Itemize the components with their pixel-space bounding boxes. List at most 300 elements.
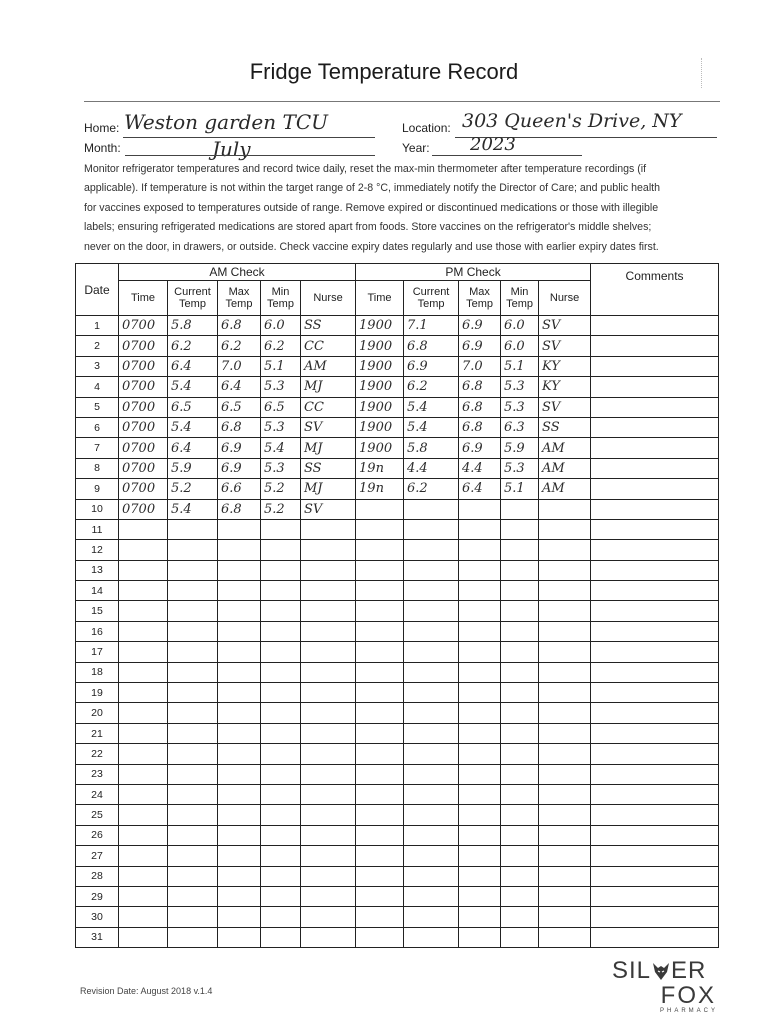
- pm-min-temp-cell[interactable]: [501, 621, 539, 641]
- am-time-cell[interactable]: [119, 723, 168, 743]
- pm-min-temp-cell[interactable]: 5.1: [501, 479, 539, 499]
- pm-current-temp-cell[interactable]: [404, 519, 459, 539]
- pm-min-temp-cell[interactable]: [501, 540, 539, 560]
- am-min-temp-cell[interactable]: [261, 683, 301, 703]
- pm-nurse-cell[interactable]: [539, 581, 591, 601]
- am-max-temp-cell[interactable]: 6.6: [218, 479, 261, 499]
- pm-max-temp-cell[interactable]: 6.4: [459, 479, 501, 499]
- am-max-temp-cell[interactable]: [218, 764, 261, 784]
- am-min-temp-cell[interactable]: [261, 642, 301, 662]
- pm-nurse-cell[interactable]: [539, 846, 591, 866]
- am-min-temp-cell[interactable]: [261, 540, 301, 560]
- pm-time-cell[interactable]: [356, 886, 404, 906]
- am-nurse-cell[interactable]: [301, 581, 356, 601]
- am-nurse-cell[interactable]: SV: [301, 499, 356, 519]
- pm-max-temp-cell[interactable]: [459, 744, 501, 764]
- comments-cell[interactable]: [591, 662, 719, 682]
- am-time-cell[interactable]: [119, 662, 168, 682]
- pm-nurse-cell[interactable]: [539, 805, 591, 825]
- comments-cell[interactable]: [591, 764, 719, 784]
- am-nurse-cell[interactable]: AM: [301, 356, 356, 376]
- pm-time-cell[interactable]: [356, 662, 404, 682]
- pm-max-temp-cell[interactable]: [459, 927, 501, 947]
- pm-max-temp-cell[interactable]: [459, 621, 501, 641]
- am-current-temp-cell[interactable]: 5.2: [168, 479, 218, 499]
- pm-max-temp-cell[interactable]: [459, 723, 501, 743]
- am-max-temp-cell[interactable]: [218, 825, 261, 845]
- pm-current-temp-cell[interactable]: [404, 703, 459, 723]
- pm-max-temp-cell[interactable]: [459, 846, 501, 866]
- am-min-temp-cell[interactable]: [261, 601, 301, 621]
- am-min-temp-cell[interactable]: [261, 703, 301, 723]
- pm-max-temp-cell[interactable]: [459, 825, 501, 845]
- pm-max-temp-cell[interactable]: 6.8: [459, 377, 501, 397]
- am-current-temp-cell[interactable]: [168, 825, 218, 845]
- pm-max-temp-cell[interactable]: [459, 683, 501, 703]
- pm-nurse-cell[interactable]: [539, 499, 591, 519]
- pm-current-temp-cell[interactable]: [404, 601, 459, 621]
- comments-cell[interactable]: [591, 458, 719, 478]
- am-current-temp-cell[interactable]: 6.4: [168, 356, 218, 376]
- pm-max-temp-cell[interactable]: [459, 601, 501, 621]
- am-time-cell[interactable]: [119, 846, 168, 866]
- am-nurse-cell[interactable]: [301, 764, 356, 784]
- am-nurse-cell[interactable]: [301, 723, 356, 743]
- am-time-cell[interactable]: [119, 764, 168, 784]
- pm-max-temp-cell[interactable]: [459, 519, 501, 539]
- comments-cell[interactable]: [591, 723, 719, 743]
- pm-current-temp-cell[interactable]: [404, 784, 459, 804]
- comments-cell[interactable]: [591, 621, 719, 641]
- am-max-temp-cell[interactable]: 6.5: [218, 397, 261, 417]
- pm-min-temp-cell[interactable]: 6.0: [501, 316, 539, 336]
- pm-time-cell[interactable]: 1900: [356, 316, 404, 336]
- am-current-temp-cell[interactable]: [168, 866, 218, 886]
- pm-current-temp-cell[interactable]: [404, 744, 459, 764]
- pm-time-cell[interactable]: [356, 784, 404, 804]
- comments-cell[interactable]: [591, 683, 719, 703]
- comments-cell[interactable]: [591, 377, 719, 397]
- comments-cell[interactable]: [591, 336, 719, 356]
- am-time-cell[interactable]: [119, 601, 168, 621]
- am-min-temp-cell[interactable]: 5.3: [261, 417, 301, 437]
- am-time-cell[interactable]: 0700: [119, 499, 168, 519]
- pm-min-temp-cell[interactable]: 5.1: [501, 356, 539, 376]
- am-time-cell[interactable]: [119, 703, 168, 723]
- am-max-temp-cell[interactable]: [218, 907, 261, 927]
- pm-current-temp-cell[interactable]: [404, 886, 459, 906]
- pm-time-cell[interactable]: [356, 846, 404, 866]
- pm-nurse-cell[interactable]: [539, 601, 591, 621]
- pm-nurse-cell[interactable]: SS: [539, 417, 591, 437]
- pm-nurse-cell[interactable]: [539, 560, 591, 580]
- am-max-temp-cell[interactable]: [218, 784, 261, 804]
- am-nurse-cell[interactable]: [301, 927, 356, 947]
- pm-time-cell[interactable]: [356, 805, 404, 825]
- pm-time-cell[interactable]: 19n: [356, 479, 404, 499]
- pm-min-temp-cell[interactable]: [501, 499, 539, 519]
- am-max-temp-cell[interactable]: [218, 519, 261, 539]
- am-min-temp-cell[interactable]: [261, 805, 301, 825]
- pm-current-temp-cell[interactable]: 5.4: [404, 397, 459, 417]
- pm-max-temp-cell[interactable]: 6.8: [459, 417, 501, 437]
- pm-time-cell[interactable]: [356, 642, 404, 662]
- am-current-temp-cell[interactable]: 5.4: [168, 417, 218, 437]
- am-current-temp-cell[interactable]: [168, 683, 218, 703]
- pm-time-cell[interactable]: [356, 703, 404, 723]
- pm-max-temp-cell[interactable]: 6.9: [459, 316, 501, 336]
- am-max-temp-cell[interactable]: [218, 866, 261, 886]
- am-current-temp-cell[interactable]: [168, 784, 218, 804]
- pm-time-cell[interactable]: 1900: [356, 336, 404, 356]
- pm-time-cell[interactable]: [356, 601, 404, 621]
- pm-max-temp-cell[interactable]: [459, 499, 501, 519]
- pm-current-temp-cell[interactable]: [404, 662, 459, 682]
- am-max-temp-cell[interactable]: [218, 560, 261, 580]
- am-current-temp-cell[interactable]: [168, 927, 218, 947]
- pm-time-cell[interactable]: [356, 499, 404, 519]
- pm-current-temp-cell[interactable]: [404, 805, 459, 825]
- am-nurse-cell[interactable]: [301, 601, 356, 621]
- am-time-cell[interactable]: [119, 621, 168, 641]
- am-min-temp-cell[interactable]: [261, 764, 301, 784]
- pm-min-temp-cell[interactable]: [501, 825, 539, 845]
- am-max-temp-cell[interactable]: [218, 744, 261, 764]
- am-min-temp-cell[interactable]: [261, 519, 301, 539]
- am-nurse-cell[interactable]: [301, 540, 356, 560]
- pm-nurse-cell[interactable]: [539, 662, 591, 682]
- am-nurse-cell[interactable]: [301, 703, 356, 723]
- pm-min-temp-cell[interactable]: 6.3: [501, 417, 539, 437]
- pm-time-cell[interactable]: 1900: [356, 397, 404, 417]
- am-current-temp-cell[interactable]: 6.5: [168, 397, 218, 417]
- am-min-temp-cell[interactable]: [261, 907, 301, 927]
- am-nurse-cell[interactable]: [301, 805, 356, 825]
- am-time-cell[interactable]: [119, 825, 168, 845]
- am-current-temp-cell[interactable]: 5.9: [168, 458, 218, 478]
- am-min-temp-cell[interactable]: [261, 927, 301, 947]
- am-time-cell[interactable]: [119, 907, 168, 927]
- pm-max-temp-cell[interactable]: 6.9: [459, 438, 501, 458]
- pm-min-temp-cell[interactable]: [501, 907, 539, 927]
- pm-time-cell[interactable]: [356, 825, 404, 845]
- pm-max-temp-cell[interactable]: 4.4: [459, 458, 501, 478]
- am-time-cell[interactable]: [119, 866, 168, 886]
- pm-current-temp-cell[interactable]: [404, 683, 459, 703]
- am-time-cell[interactable]: 0700: [119, 438, 168, 458]
- am-max-temp-cell[interactable]: [218, 601, 261, 621]
- am-nurse-cell[interactable]: SS: [301, 316, 356, 336]
- pm-max-temp-cell[interactable]: [459, 703, 501, 723]
- am-current-temp-cell[interactable]: 5.4: [168, 377, 218, 397]
- am-min-temp-cell[interactable]: [261, 560, 301, 580]
- am-nurse-cell[interactable]: [301, 784, 356, 804]
- am-max-temp-cell[interactable]: [218, 540, 261, 560]
- am-max-temp-cell[interactable]: [218, 581, 261, 601]
- pm-max-temp-cell[interactable]: 6.9: [459, 336, 501, 356]
- am-max-temp-cell[interactable]: 6.4: [218, 377, 261, 397]
- pm-min-temp-cell[interactable]: [501, 723, 539, 743]
- pm-current-temp-cell[interactable]: 6.9: [404, 356, 459, 376]
- am-nurse-cell[interactable]: [301, 866, 356, 886]
- pm-current-temp-cell[interactable]: [404, 642, 459, 662]
- pm-min-temp-cell[interactable]: [501, 642, 539, 662]
- am-nurse-cell[interactable]: SS: [301, 458, 356, 478]
- pm-min-temp-cell[interactable]: 5.3: [501, 397, 539, 417]
- am-min-temp-cell[interactable]: 6.5: [261, 397, 301, 417]
- am-max-temp-cell[interactable]: 6.8: [218, 316, 261, 336]
- am-time-cell[interactable]: 0700: [119, 316, 168, 336]
- pm-current-temp-cell[interactable]: [404, 540, 459, 560]
- pm-max-temp-cell[interactable]: [459, 784, 501, 804]
- pm-time-cell[interactable]: [356, 907, 404, 927]
- pm-nurse-cell[interactable]: [539, 683, 591, 703]
- pm-nurse-cell[interactable]: [539, 866, 591, 886]
- pm-time-cell[interactable]: [356, 560, 404, 580]
- am-current-temp-cell[interactable]: [168, 560, 218, 580]
- pm-min-temp-cell[interactable]: [501, 744, 539, 764]
- pm-time-cell[interactable]: [356, 927, 404, 947]
- pm-current-temp-cell[interactable]: [404, 764, 459, 784]
- am-nurse-cell[interactable]: CC: [301, 336, 356, 356]
- am-min-temp-cell[interactable]: [261, 621, 301, 641]
- am-current-temp-cell[interactable]: 6.4: [168, 438, 218, 458]
- am-nurse-cell[interactable]: [301, 825, 356, 845]
- pm-nurse-cell[interactable]: [539, 907, 591, 927]
- pm-min-temp-cell[interactable]: [501, 846, 539, 866]
- am-nurse-cell[interactable]: [301, 886, 356, 906]
- am-min-temp-cell[interactable]: [261, 662, 301, 682]
- pm-time-cell[interactable]: [356, 540, 404, 560]
- pm-nurse-cell[interactable]: SV: [539, 336, 591, 356]
- pm-max-temp-cell[interactable]: [459, 581, 501, 601]
- am-min-temp-cell[interactable]: [261, 846, 301, 866]
- am-min-temp-cell[interactable]: [261, 886, 301, 906]
- am-current-temp-cell[interactable]: [168, 581, 218, 601]
- am-time-cell[interactable]: 0700: [119, 377, 168, 397]
- am-time-cell[interactable]: 0700: [119, 336, 168, 356]
- pm-min-temp-cell[interactable]: [501, 519, 539, 539]
- am-min-temp-cell[interactable]: 5.3: [261, 458, 301, 478]
- pm-time-cell[interactable]: 1900: [356, 417, 404, 437]
- pm-time-cell[interactable]: [356, 764, 404, 784]
- am-current-temp-cell[interactable]: 6.2: [168, 336, 218, 356]
- pm-current-temp-cell[interactable]: [404, 825, 459, 845]
- am-nurse-cell[interactable]: SV: [301, 417, 356, 437]
- am-max-temp-cell[interactable]: [218, 662, 261, 682]
- pm-nurse-cell[interactable]: [539, 927, 591, 947]
- am-min-temp-cell[interactable]: [261, 784, 301, 804]
- am-nurse-cell[interactable]: [301, 642, 356, 662]
- pm-current-temp-cell[interactable]: [404, 723, 459, 743]
- comments-cell[interactable]: [591, 825, 719, 845]
- am-current-temp-cell[interactable]: [168, 723, 218, 743]
- am-max-temp-cell[interactable]: [218, 683, 261, 703]
- pm-min-temp-cell[interactable]: [501, 886, 539, 906]
- am-time-cell[interactable]: 0700: [119, 397, 168, 417]
- pm-nurse-cell[interactable]: AM: [539, 458, 591, 478]
- pm-max-temp-cell[interactable]: [459, 540, 501, 560]
- am-current-temp-cell[interactable]: [168, 601, 218, 621]
- pm-min-temp-cell[interactable]: [501, 764, 539, 784]
- pm-time-cell[interactable]: 19n: [356, 458, 404, 478]
- am-min-temp-cell[interactable]: 6.0: [261, 316, 301, 336]
- pm-min-temp-cell[interactable]: [501, 784, 539, 804]
- pm-min-temp-cell[interactable]: [501, 866, 539, 886]
- pm-min-temp-cell[interactable]: [501, 662, 539, 682]
- pm-current-temp-cell[interactable]: [404, 907, 459, 927]
- pm-min-temp-cell[interactable]: [501, 703, 539, 723]
- pm-time-cell[interactable]: [356, 621, 404, 641]
- am-current-temp-cell[interactable]: 5.8: [168, 316, 218, 336]
- pm-time-cell[interactable]: [356, 519, 404, 539]
- am-current-temp-cell[interactable]: [168, 621, 218, 641]
- pm-current-temp-cell[interactable]: [404, 581, 459, 601]
- am-max-temp-cell[interactable]: 7.0: [218, 356, 261, 376]
- am-time-cell[interactable]: 0700: [119, 356, 168, 376]
- am-min-temp-cell[interactable]: 5.2: [261, 499, 301, 519]
- pm-nurse-cell[interactable]: [539, 744, 591, 764]
- am-time-cell[interactable]: 0700: [119, 417, 168, 437]
- comments-cell[interactable]: [591, 805, 719, 825]
- pm-current-temp-cell[interactable]: [404, 866, 459, 886]
- am-current-temp-cell[interactable]: [168, 642, 218, 662]
- pm-current-temp-cell[interactable]: 6.2: [404, 377, 459, 397]
- am-max-temp-cell[interactable]: [218, 703, 261, 723]
- pm-nurse-cell[interactable]: [539, 703, 591, 723]
- pm-current-temp-cell[interactable]: 5.8: [404, 438, 459, 458]
- comments-cell[interactable]: [591, 316, 719, 336]
- pm-min-temp-cell[interactable]: [501, 927, 539, 947]
- am-nurse-cell[interactable]: [301, 519, 356, 539]
- pm-min-temp-cell[interactable]: [501, 601, 539, 621]
- comments-cell[interactable]: [591, 417, 719, 437]
- pm-time-cell[interactable]: [356, 723, 404, 743]
- pm-nurse-cell[interactable]: [539, 519, 591, 539]
- pm-max-temp-cell[interactable]: [459, 560, 501, 580]
- comments-cell[interactable]: [591, 438, 719, 458]
- pm-nurse-cell[interactable]: [539, 764, 591, 784]
- comments-cell[interactable]: [591, 703, 719, 723]
- pm-max-temp-cell[interactable]: [459, 642, 501, 662]
- am-nurse-cell[interactable]: [301, 846, 356, 866]
- pm-nurse-cell[interactable]: SV: [539, 397, 591, 417]
- pm-nurse-cell[interactable]: AM: [539, 438, 591, 458]
- pm-min-temp-cell[interactable]: 5.9: [501, 438, 539, 458]
- pm-time-cell[interactable]: [356, 683, 404, 703]
- pm-max-temp-cell[interactable]: 7.0: [459, 356, 501, 376]
- pm-current-temp-cell[interactable]: 4.4: [404, 458, 459, 478]
- am-current-temp-cell[interactable]: [168, 805, 218, 825]
- am-current-temp-cell[interactable]: [168, 764, 218, 784]
- pm-current-temp-cell[interactable]: [404, 499, 459, 519]
- pm-time-cell[interactable]: 1900: [356, 356, 404, 376]
- am-min-temp-cell[interactable]: 5.2: [261, 479, 301, 499]
- comments-cell[interactable]: [591, 784, 719, 804]
- am-current-temp-cell[interactable]: [168, 662, 218, 682]
- pm-nurse-cell[interactable]: KY: [539, 377, 591, 397]
- pm-min-temp-cell[interactable]: [501, 560, 539, 580]
- am-time-cell[interactable]: [119, 560, 168, 580]
- comments-cell[interactable]: [591, 866, 719, 886]
- pm-current-temp-cell[interactable]: [404, 927, 459, 947]
- am-time-cell[interactable]: [119, 805, 168, 825]
- pm-min-temp-cell[interactable]: 5.3: [501, 377, 539, 397]
- pm-current-temp-cell[interactable]: [404, 846, 459, 866]
- comments-cell[interactable]: [591, 927, 719, 947]
- am-max-temp-cell[interactable]: [218, 642, 261, 662]
- pm-current-temp-cell[interactable]: [404, 560, 459, 580]
- am-current-temp-cell[interactable]: [168, 907, 218, 927]
- pm-time-cell[interactable]: 1900: [356, 377, 404, 397]
- comments-cell[interactable]: [591, 907, 719, 927]
- am-nurse-cell[interactable]: [301, 744, 356, 764]
- comments-cell[interactable]: [591, 581, 719, 601]
- comments-cell[interactable]: [591, 886, 719, 906]
- am-max-temp-cell[interactable]: [218, 886, 261, 906]
- am-max-temp-cell[interactable]: [218, 927, 261, 947]
- am-time-cell[interactable]: [119, 927, 168, 947]
- am-time-cell[interactable]: [119, 519, 168, 539]
- comments-cell[interactable]: [591, 642, 719, 662]
- am-max-temp-cell[interactable]: 6.8: [218, 417, 261, 437]
- am-time-cell[interactable]: [119, 886, 168, 906]
- pm-nurse-cell[interactable]: [539, 621, 591, 641]
- pm-max-temp-cell[interactable]: [459, 866, 501, 886]
- pm-nurse-cell[interactable]: [539, 642, 591, 662]
- am-min-temp-cell[interactable]: [261, 825, 301, 845]
- comments-cell[interactable]: [591, 499, 719, 519]
- pm-time-cell[interactable]: [356, 744, 404, 764]
- pm-max-temp-cell[interactable]: [459, 662, 501, 682]
- comments-cell[interactable]: [591, 560, 719, 580]
- pm-current-temp-cell[interactable]: 6.2: [404, 479, 459, 499]
- am-nurse-cell[interactable]: MJ: [301, 479, 356, 499]
- am-time-cell[interactable]: [119, 784, 168, 804]
- am-min-temp-cell[interactable]: 5.4: [261, 438, 301, 458]
- am-current-temp-cell[interactable]: [168, 540, 218, 560]
- am-nurse-cell[interactable]: [301, 907, 356, 927]
- pm-nurse-cell[interactable]: KY: [539, 356, 591, 376]
- pm-nurse-cell[interactable]: SV: [539, 316, 591, 336]
- comments-cell[interactable]: [591, 479, 719, 499]
- am-max-temp-cell[interactable]: [218, 805, 261, 825]
- pm-time-cell[interactable]: 1900: [356, 438, 404, 458]
- pm-max-temp-cell[interactable]: [459, 805, 501, 825]
- pm-max-temp-cell[interactable]: 6.8: [459, 397, 501, 417]
- am-max-temp-cell[interactable]: [218, 621, 261, 641]
- pm-current-temp-cell[interactable]: 7.1: [404, 316, 459, 336]
- am-nurse-cell[interactable]: MJ: [301, 438, 356, 458]
- pm-current-temp-cell[interactable]: 5.4: [404, 417, 459, 437]
- pm-min-temp-cell[interactable]: 6.0: [501, 336, 539, 356]
- comments-cell[interactable]: [591, 397, 719, 417]
- am-time-cell[interactable]: [119, 683, 168, 703]
- pm-min-temp-cell[interactable]: 5.3: [501, 458, 539, 478]
- pm-nurse-cell[interactable]: [539, 784, 591, 804]
- pm-nurse-cell[interactable]: [539, 540, 591, 560]
- pm-min-temp-cell[interactable]: [501, 805, 539, 825]
- pm-current-temp-cell[interactable]: [404, 621, 459, 641]
- am-current-temp-cell[interactable]: [168, 519, 218, 539]
- am-time-cell[interactable]: 0700: [119, 458, 168, 478]
- am-min-temp-cell[interactable]: [261, 723, 301, 743]
- am-min-temp-cell[interactable]: [261, 866, 301, 886]
- comments-cell[interactable]: [591, 601, 719, 621]
- am-current-temp-cell[interactable]: [168, 703, 218, 723]
- pm-current-temp-cell[interactable]: 6.8: [404, 336, 459, 356]
- comments-cell[interactable]: [591, 540, 719, 560]
